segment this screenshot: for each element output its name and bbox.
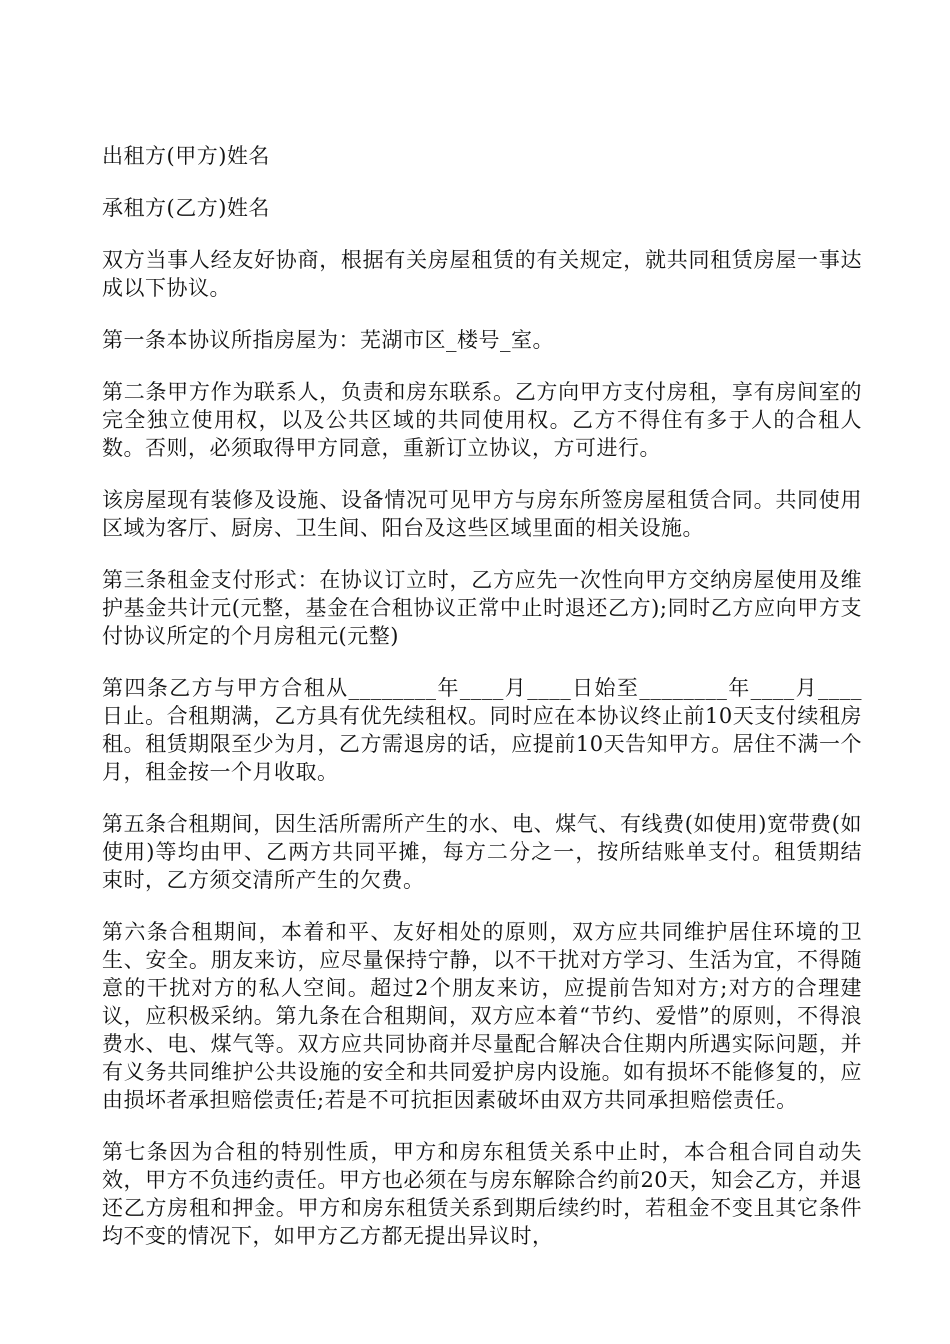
article-2: 第二条甲方作为联系人，负责和房东联系。乙方向甲方支付房租，享有房间室的完全独立使用权，以及公共区域的共同使用权。乙方不得住有多于人的合租人数。否则，必须取得甲方同意，重新订立协议，方可进行。	[102, 380, 862, 460]
document-body	[102, 142, 862, 1274]
article-3: 第三条租金支付形式：在协议订立时，乙方应先一次性向甲方交纳房屋使用及维护基金共计元(元整，基金在合租协议正常中止时退还乙方);同时乙方应向甲方支付协议所定的个月房租元(元整)	[102, 568, 862, 648]
article-1: 第一条本协议所指房屋为：芜湖市区_楼号_室。	[102, 328, 554, 352]
facilities-paragraph: 该房屋现有装修及设施、设备情况可见甲方与房东所签房屋租赁合同。共同使用区域为客厅、厨房、卫生间、阳台及这些区域里面的相关设施。	[102, 488, 862, 540]
article-7: 第七条因为合租的特别性质，甲方和房东租赁关系中止时，本合租合同自动失效，甲方不负违约责任。甲方也必须在与房东解除合约前20天，知会乙方，并退还乙方房租和押金。甲方和房东租赁关系到期后续约时，若租金不变且其它条件均不变的情况下，如甲方乙方都无提出异议时，	[102, 1140, 862, 1248]
article-4: 第四条乙方与甲方合租从________年____月____日始至________年____月____日止。合租期满，乙方具有优先续租权。同时应在本协议终止前10天支付续租房租。租赁期限至少为月，乙方需退房的话，应提前10天告知甲方。居住不满一个月，租金按一个月收取。	[102, 676, 862, 784]
lessor-name-line: 出租方(甲方)姓名	[102, 144, 270, 168]
article-6: 第六条合租期间，本着和平、友好相处的原则，双方应共同维护居住环境的卫生、安全。朋友来访，应尽量保持宁静，以不干扰对方学习、生活为宜，不得随意的干扰对方的私人空间。超过2个朋友来访，应提前告知对方;对方的合理建议，应积极采纳。第九条在合租期间，双方应本着“节约、爱惜”的原则，不得浪费水、电、煤气等。双方应共同协商并尽量配合解决合住期内所遇实际问题，并有义务共同维护公共设施的安全和共同爱护房内设施。如有损坏不能修复的，应由损坏者承担赔偿责任;若是不可抗拒因素破坏由双方共同承担赔偿责任。	[102, 920, 862, 1112]
article-5: 第五条合租期间，因生活所需所产生的水、电、煤气、有线费(如使用)宽带费(如使用)等均由甲、乙两方共同平摊，每方二分之一，按所结账单支付。租赁期结束时，乙方须交清所产生的欠费。	[102, 812, 862, 892]
agreement-preamble: 双方当事人经友好协商，根据有关房屋租赁的有关规定，就共同租赁房屋一事达成以下协议。	[102, 248, 862, 300]
lessee-name-line: 承租方(乙方)姓名	[102, 196, 270, 220]
